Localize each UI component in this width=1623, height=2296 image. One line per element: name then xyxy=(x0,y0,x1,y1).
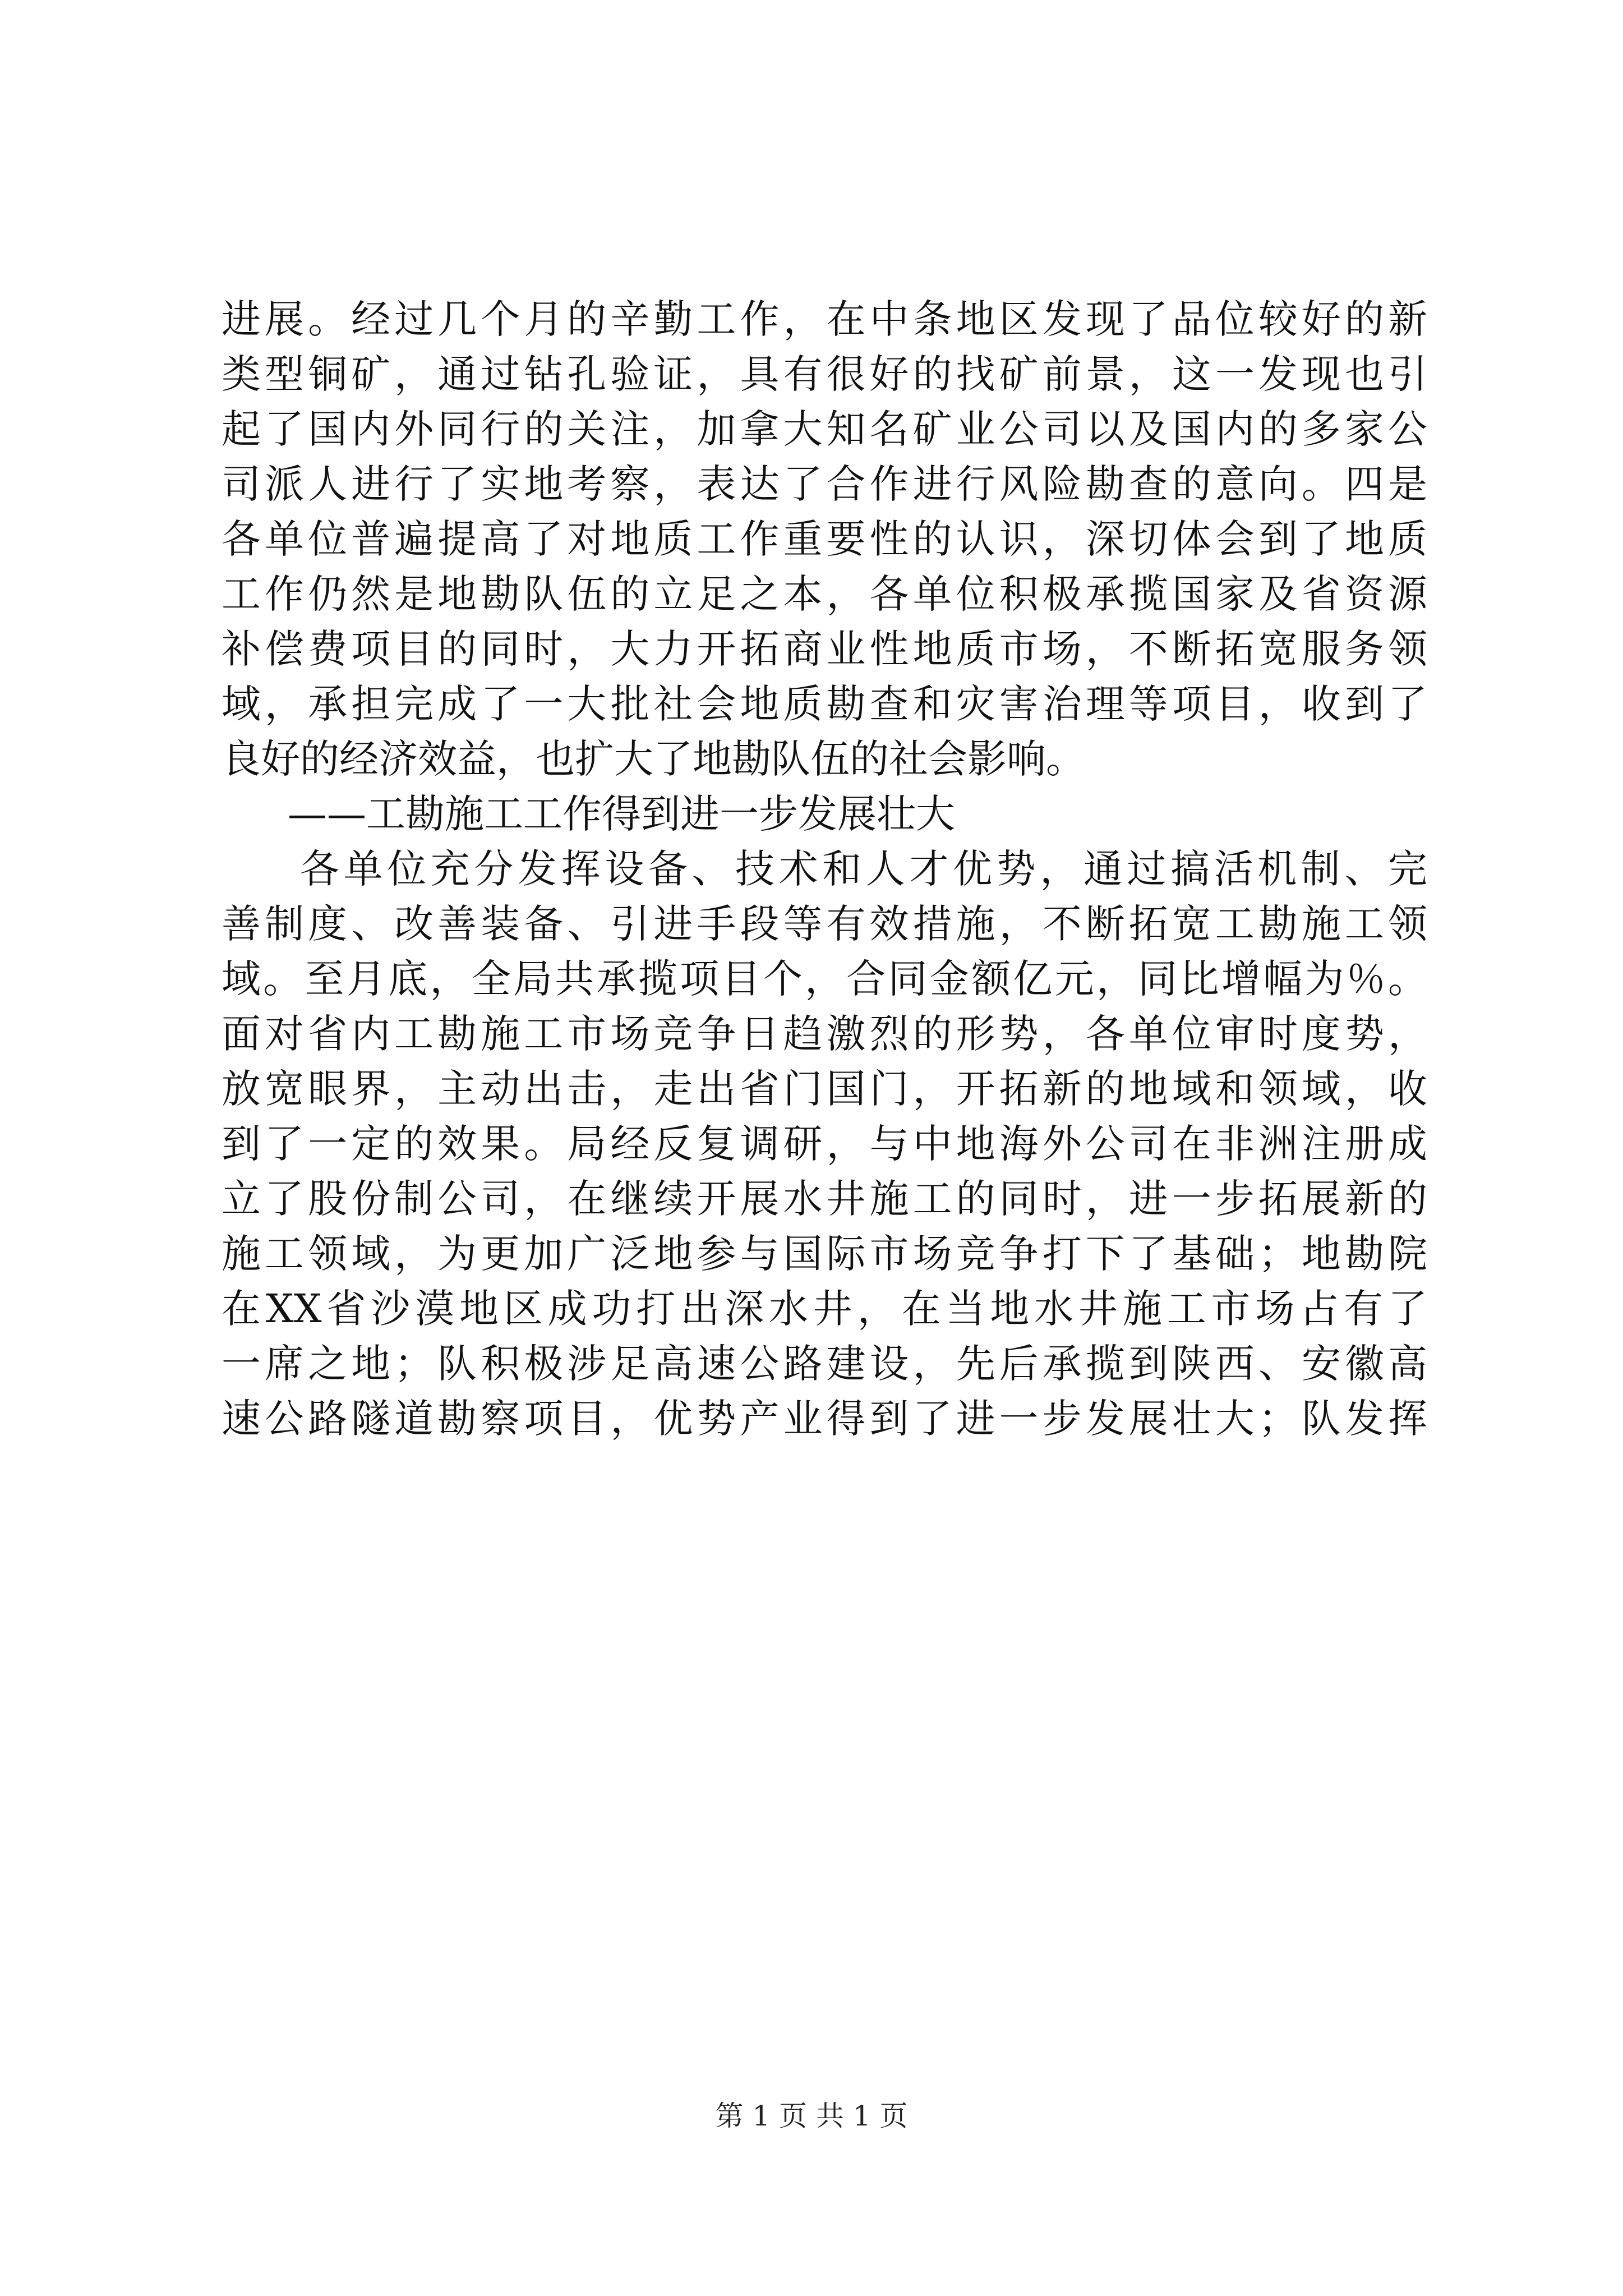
paragraph-line: 面对省内工勘施工市场竞争日趋激烈的形势，各单位审时度势， xyxy=(222,1011,1427,1057)
paragraph-line: 补偿费项目的同时，大力开拓商业性地质市场，不断拓宽服务领 xyxy=(222,626,1427,672)
paragraph-line: 司派人进行了实地考察，表达了合作进行风险勘查的意向。四是 xyxy=(222,461,1427,507)
paragraph-line: 类型铜矿，通过钻孔验证，具有很好的找矿前景，这一发现也引 xyxy=(222,351,1427,397)
paragraph-line: 域。至月底，全局共承揽项目个，合同金额亿元，同比增幅为％。 xyxy=(222,956,1427,1002)
paragraph-line: 进展。经过几个月的辛勤工作，在中条地区发现了品位较好的新 xyxy=(222,296,1427,342)
paragraph-line: 各单位普遍提高了对地质工作重要性的认识，深切体会到了地质 xyxy=(222,516,1427,562)
paragraph-line: 域，承担完成了一大批社会地质勘查和灾害治理等项目，收到了 xyxy=(222,681,1427,727)
page-footer: 第 1 页 共 1 页 xyxy=(715,2100,908,2132)
paragraph-line: 在XX省沙漠地区成功打出深水井，在当地水井施工市场占有了 xyxy=(222,1286,1427,1332)
paragraph-line: 立了股份制公司，在继续开展水井施工的同时，进一步拓展新的 xyxy=(222,1176,1427,1222)
paragraph-line: 速公路隧道勘察项目，优势产业得到了进一步发展壮大；队发挥 xyxy=(222,1396,1427,1442)
paragraph-line: 放宽眼界，主动出击，走出省门国门，开拓新的地域和领域，收 xyxy=(222,1066,1427,1112)
document-body xyxy=(222,292,1427,1446)
section-heading: ——工勘施工工作得到进一步发展壮大 xyxy=(288,791,955,837)
paragraph-line: 各单位充分发挥设备、技术和人才优势，通过搞活机制、完 xyxy=(300,846,1427,892)
paragraph-line: 善制度、改善装备、引进手段等有效措施，不断拓宽工勘施工领 xyxy=(222,901,1427,947)
paragraph-line: 施工领域，为更加广泛地参与国际市场竞争打下了基础；地勘院 xyxy=(222,1231,1427,1277)
paragraph-line: 工作仍然是地勘队伍的立足之本，各单位积极承揽国家及省资源 xyxy=(222,571,1427,617)
paragraph-line: 一席之地；队积极涉足高速公路建设，先后承揽到陕西、安徽高 xyxy=(222,1341,1427,1387)
paragraph-line: 到了一定的效果。局经反复调研，与中地海外公司在非洲注册成 xyxy=(222,1121,1427,1167)
paragraph-line: 起了国内外同行的关注，加拿大知名矿业公司以及国内的多家公 xyxy=(222,406,1427,452)
paragraph-line: 良好的经济效益，也扩大了地勘队伍的社会影响。 xyxy=(222,736,1085,782)
